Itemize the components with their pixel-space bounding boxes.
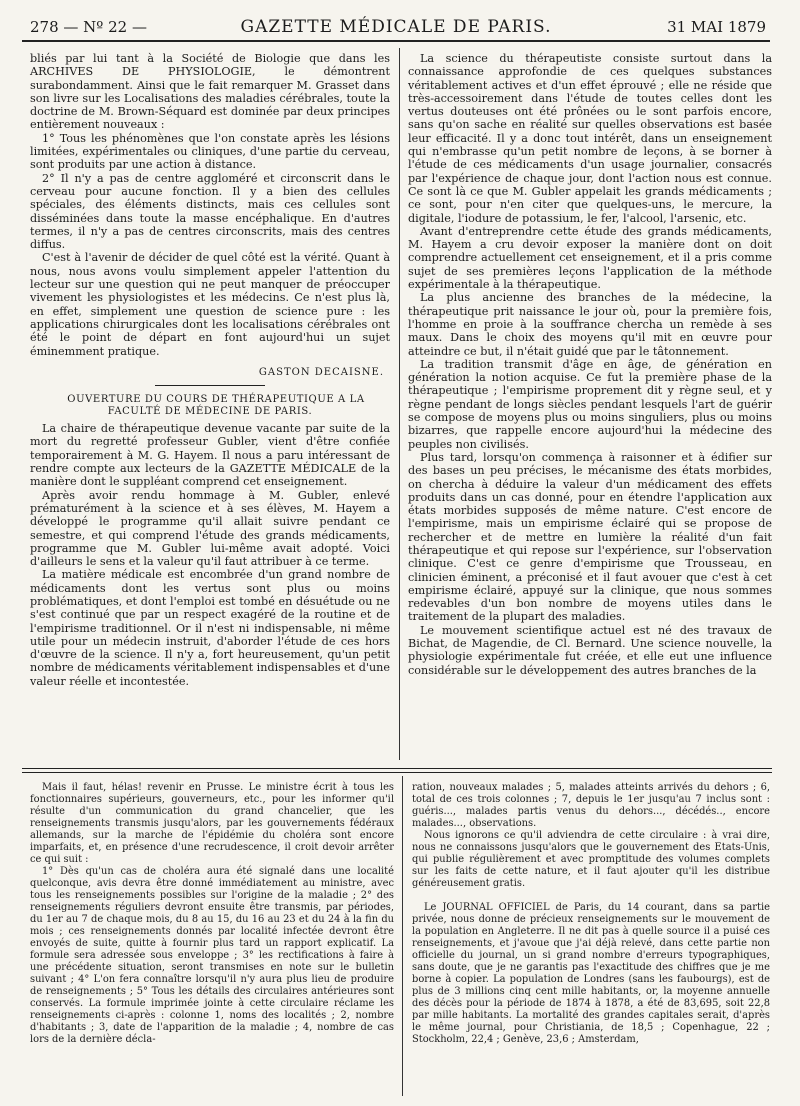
issue-date: 31 MAI 1879: [667, 18, 766, 36]
paragraph: La tradition transmit d'âge en âge, de génération en génération la notion acquise. Ce fut la première phase de la thérapeutique ; l'empirisme proprement dit y règne seul, et y règne pendant de longs siècles pendant lesquels l'art de guérir se compose de moyens plus ou moins singuliers, plus ou moins bizarres, que rappelle encore aujourd'hui la médecine des peuples non civilisés.: [408, 357, 772, 451]
paragraph: bliés par lui tant à la Société de Biologie que dans les ARCHIVES DE PHYSIOLOGIE, le démontrent surabondamment. Ainsi que le fait remarquer M. Grasset dans son livre sur les Localisations des maladies cérébrales, toute la doctrine de M. Brown-Séquard est dominée par deux principes entièrement nouveaux :: [30, 52, 390, 132]
top-right-column: [408, 52, 772, 677]
paragraph: Le mouvement scientifique actuel est né des travaux de Bichat, de Magendie, de Cl. Bernard. Une science nouvelle, la physiologie expérimentale fut créée, et elle eut une influence considérable sur le développement des autres branches de la: [408, 623, 772, 677]
paragraph: Mais il faut, hélas! revenir en Prusse. Le ministre écrit à tous les fonctionnaires supérieurs, gouverneurs, etc., pour les informer qu'il résulte d'un communication du grand chancelier, que les renseignements transmis jusqu'alors, par les gouvernements fédéraux allemands, sur la marche de l'épidémie du choléra sont encore imparfaits, et, en présence d'une recrudescence, il croit devoir arrêter ce qui suit :: [30, 782, 394, 865]
top-left-column: [30, 52, 390, 688]
paragraph: 2° Il n'y a pas de centre aggloméré et circonscrit dans le cerveau pour aucune fonction. Il y a bien des cellules spéciales, des éléments distincts, mais ces cellules sont disséminées dans toute la masse encéphalique. En d'autres termes, il n'y a pas de centres circonscrits, mais des centres diffus.: [30, 171, 390, 252]
page-header: [22, 14, 770, 42]
paragraph: La matière médicale est encombrée d'un grand nombre de médicaments dont les vertus sont plus ou moins problématiques, et dont l'emploi est tombé en désuétude ou ne s'est continué que par un respect exagéré de la routine et de l'empirisme traditionnel. Or il n'est ni indispensable, ni même utile pour un médecin instruit, d'aborder l'étude de ces hors d'œuvre de la science. Il n'y a, fort heureusement, qu'un petit nombre de médicaments véritablement indispensables et d'une valeur réelle et incontestée.: [30, 568, 390, 688]
feuilleton-rule-thin: [22, 772, 772, 773]
paragraph: Nous ignorons ce qu'il adviendra de cette circulaire : à vrai dire, nous ne connaissons jusqu'alors que le gouvernement des Etats-Unis, qui publie régulièrement et avec promptitude des volumes complets sur les faits de cette nature, et il faut ajouter qu'il les distribue généreusement gratis.: [412, 830, 770, 889]
column-divider-top: [399, 48, 400, 760]
column-divider-bottom: [402, 776, 403, 1096]
paragraph: Avant d'entreprendre cette étude des grands médicaments, M. Hayem a cru devoir exposer la manière dont on doit comprendre actuellement cet enseignement, et il a pris comme sujet de ses premières leçons l'application de la méthode expérimentale à la thérapeutique.: [408, 224, 772, 292]
page-number: 278 — Nº 22 —: [30, 18, 147, 36]
paragraph: Après avoir rendu hommage à M. Gubler, enlevé prématurément à la science et à ses élèves, M. Hayem a développé le programme qu'il allait suivre pendant ce semestre, et qui comprend l'étude des grands médicaments, programme que M. Gubler lui-même avait adopté. Voici d'ailleurs le sens et la valeur qu'il faut attribuer à ce terme.: [30, 488, 390, 569]
paragraph: Plus tard, lorsqu'on commença à raisonner et à édifier sur des bases un peu précises, le mécanisme des états morbides, on chercha à déduire la valeur d'un médicament des effets produits dans un cas donné, pour en étendre l'application aux états morbides supposés de même nature. C'est encore de l'empirisme, mais un empirisme éclairé qui se propose de rechercher et de mettre en lumière la réalité d'un fait thérapeutique et qui repose sur l'expérience, sur l'observation clinique. C'est ce genre d'empirisme que Trousseau, en clinicien éminent, a préconisé et il faut avouer que c'est à cet empirisme éclairé, appuyé sur la clinique, que nous sommes redevables d'un bon nombre de moyens utiles dans le traitement de la plupart des maladies.: [408, 450, 772, 624]
paragraph: Le JOURNAL OFFICIEL de Paris, du 14 courant, dans sa partie privée, nous donne de précieux renseignements sur le mouvement de la population en Angleterre. Il ne dit pas à quelle source il a puisé ces renseignements, et j'avoue que j'ai déjà relevé, dans cette partie non officielle du journal, un si grand nombre d'erreurs typographiques, sans doute, que je ne garantis pas l'exactitude des chiffres que je me borne à copier. La population de Londres (sans les faubourgs), est de plus de 3 millions cinq cent mille habitants, or, la moyenne annuelle des décès pour la période de 1874 à 1878, a été de 83,695, soit 22,8 par mille habitants. La mortalité des grandes capitales serait, d'après le même journal, pour Christiania, de 18,5 ; Copenhague, 22 ; Stockholm, 22,4 ; Genève, 23,6 ; Amsterdam,: [412, 902, 770, 1045]
paragraph: 1° Dès qu'un cas de choléra aura été signalé dans une localité quelconque, avis devra être donné immédiatement au ministre, avec tous les renseignements possibles sur l'origine de la maladie ; 2° des renseignements réguliers devront ensuite être transmis, par périodes, du 1er au 7 de chaque mois, du 8 au 15, du 16 au 23 et du 24 à la fin du mois ; ces renseignements donnés par localité infectée devront être envoyés de suite, quitte à fournir plus tard un rapport explicatif. La formule sera adressée sous enveloppe ; 3° les rectifications à faire à une précédente situation, seront transmises en note sur le bulletin suivant ; 4° L'on fera connaître lorsqu'il n'y aura plus lieu de produire de renseignements ; 5° Tous les détails des circulaires antérieures sont conservés. La formule imprimée jointe à cette circulaire réclame les renseignements ci-après : colonne 1, noms des localités ; 2, nombre d'habitants ; 3, date de l'apparition de la maladie ; 4, nombre de cas lors de la dernière décla-: [30, 866, 394, 1045]
bottom-right-column: [412, 782, 770, 1046]
paragraph: La science du thérapeutiste consiste surtout dans la connaissance approfondie de ces quelques substances véritablement actives et d'un effet éprouvé ; elle ne réside que très-accessoirement dans l'étude de toutes celles dont les vertus douteuses ont été prônées ou le sont parfois encore, sans qu'on sache en réalité sur quelles observations est basée leur efficacité. Il y a donc tout intérêt, dans un enseignement qui n'embrasse qu'un petit nombre de leçons, à se borner à l'étude de ces médicaments d'un usage journalier, consacrés par l'expérience de chaque jour, dont l'action nous est connue. Ce sont là ce que M. Gubler appelait les grands médicaments ; ce sont, pour n'en citer que quelques-uns, le mercure, la digitale, l'iodure de potassium, le fer, l'alcool, l'arsenic, etc.: [408, 52, 772, 225]
section-separator: [155, 385, 265, 386]
paragraph: 1° Tous les phénomènes que l'on constate après les lésions limitées, expérimentales ou cliniques, d'une partie du cerveau, sont produits par une action à distance.: [30, 131, 390, 172]
section-heading: OUVERTURE DU COURS DE THÉRAPEUTIQUE A LA FACULTÉ DE MÉDECINE DE PARIS.: [67, 394, 365, 418]
feuilleton-rule: [22, 768, 772, 769]
author-signature: GASTON DECAISNE.: [258, 366, 384, 378]
paragraph: La plus ancienne des branches de la médecine, la thérapeutique prit naissance le jour où, pour la première fois, l'homme en proie à la souffrance chercha un remède à ses maux. Dans le choix des moyens qu'il mit en œuvre pour atteindre ce but, il n'était guidé que par le tâtonnement.: [408, 291, 772, 358]
paragraph-gap: [412, 890, 770, 902]
journal-title: GAZETTE MÉDICALE DE PARIS.: [240, 17, 552, 37]
paragraph: C'est à l'avenir de décider de quel côté est la vérité. Quant à nous, nous avons voulu simplement appeler l'attention du lecteur sur une question qui ne peut manquer de préoccuper vivement les physiologistes et les médecins. Ce n'est plus là, en effet, simplement une question de science pure : les applications chirurgicales dont les localisations cérébrales ont été le point de départ en font aujourd'hui un sujet éminemment pratique.: [30, 251, 390, 358]
paragraph: La chaire de thérapeutique devenue vacante par suite de la mort du regretté professeur Gubler, vient d'être confiée temporairement à M. G. Hayem. Il nous a paru intéressant de rendre compte aux lecteurs de la GAZETTE MÉDICALE de la manière dont le suppléant comprend cet enseignement.: [30, 422, 390, 489]
bottom-left-column: [30, 782, 394, 1046]
paragraph: ration, nouveaux malades ; 5, malades atteints arrivés du dehors ; 6, total de ces trois colonnes ; 7, depuis le 1er jusqu'au 7 inclus sont : guéris..., malades partis venus du dehors..., décédés.., encore malades..., observations.: [412, 782, 770, 829]
